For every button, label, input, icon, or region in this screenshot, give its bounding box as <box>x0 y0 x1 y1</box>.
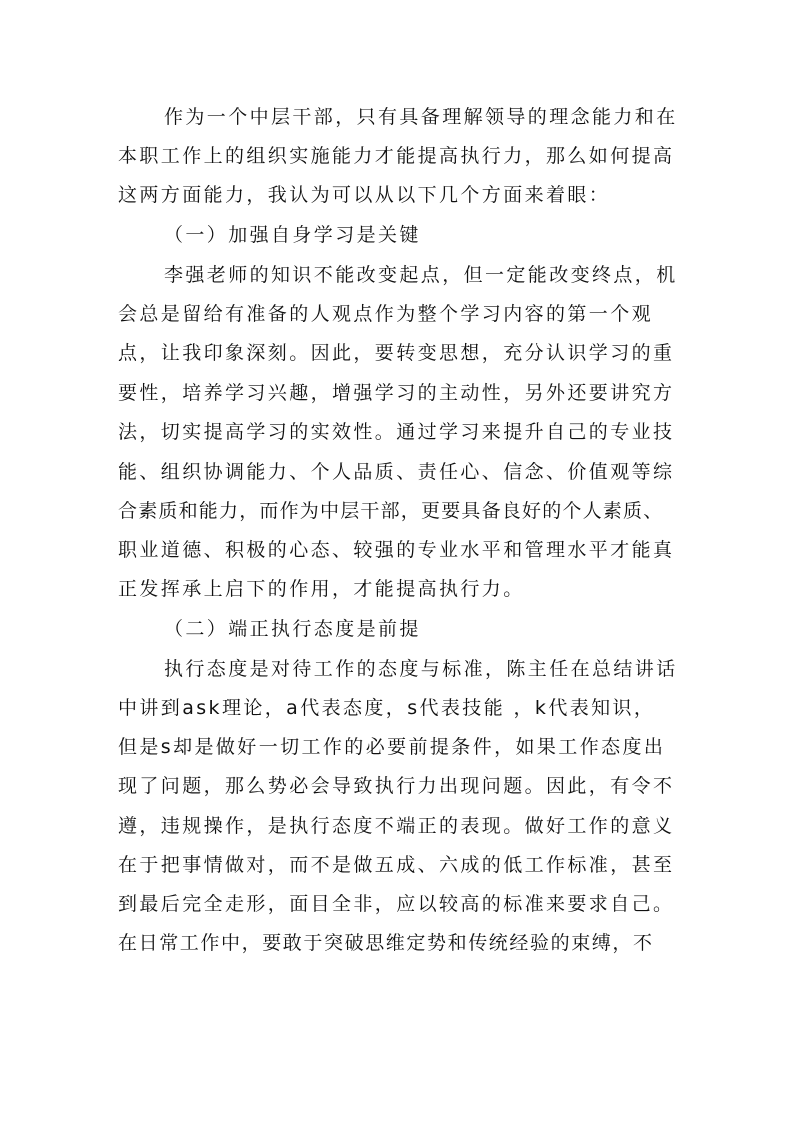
section2-line-2: 中讲到ask理论，a代表态度，s代表技能 ，k代表知识， <box>118 697 656 719</box>
section2-line-1: 执行态度是对待工作的态度与标准，陈主任在总结讲话 <box>164 658 678 680</box>
section1-line-9: 正发挥承上启下的作用，才能提高执行力。 <box>118 578 525 600</box>
section1-line-2: 会总是留给有准备的人观点作为整个学习内容的第一个观 <box>118 303 654 325</box>
section1-line-8: 职业道德、积极的心态、较强的专业水平和管理水平才能真 <box>118 539 675 561</box>
intro-line-2: 本职工作上的组织实施能力才能提高执行力，那么如何提高 <box>118 145 675 167</box>
section2-line-3: 但是s却是做好一切工作的必要前提条件，如果工作态度出 <box>118 736 666 758</box>
intro-line-3: 这两方面能力，我认为可以从以下几个方面来着眼： <box>118 184 611 206</box>
section1-line-4: 要性，培养学习兴趣，增强学习的主动性，另外还要讲究方 <box>118 382 675 404</box>
section1-line-3: 点，让我印象深刻。因此，要转变思想，充分认识学习的重 <box>118 342 675 364</box>
section2-line-4: 现了问题，那么势必会导致执行力出现问题。因此，有令不 <box>118 775 675 797</box>
section2-line-6: 在于把事情做对，而不是做五成、六成的低工作标准，甚至 <box>118 854 675 876</box>
section2-line-8: 在日常工作中，要敢于突破思维定势和传统经验的束缚，不 <box>118 932 654 954</box>
section2-heading: （二）端正执行态度是前提 <box>164 618 421 640</box>
section2-line-7: 到最后完全走形，面目全非，应以较高的标准来要求自己。 <box>118 893 675 915</box>
intro-line-1: 作为一个中层干部，只有具备理解领导的理念能力和在 <box>164 106 678 128</box>
section1-line-7: 合素质和能力，而作为中层干部，更要具备良好的个人素质、 <box>118 500 664 522</box>
section1-line-5: 法，切实提高学习的实效性。通过学习来提升自己的专业技 <box>118 421 675 443</box>
section1-line-1: 李强老师的知识不能改变起点，但一定能改变终点，机 <box>164 264 678 286</box>
section1-line-6: 能、组织协调能力、个人品质、责任心、信念、价值观等综 <box>118 461 675 483</box>
section2-line-5: 遵，违规操作，是执行态度不端正的表现。做好工作的意义 <box>118 815 675 837</box>
section1-heading: （一）加强自身学习是关键 <box>164 224 421 246</box>
